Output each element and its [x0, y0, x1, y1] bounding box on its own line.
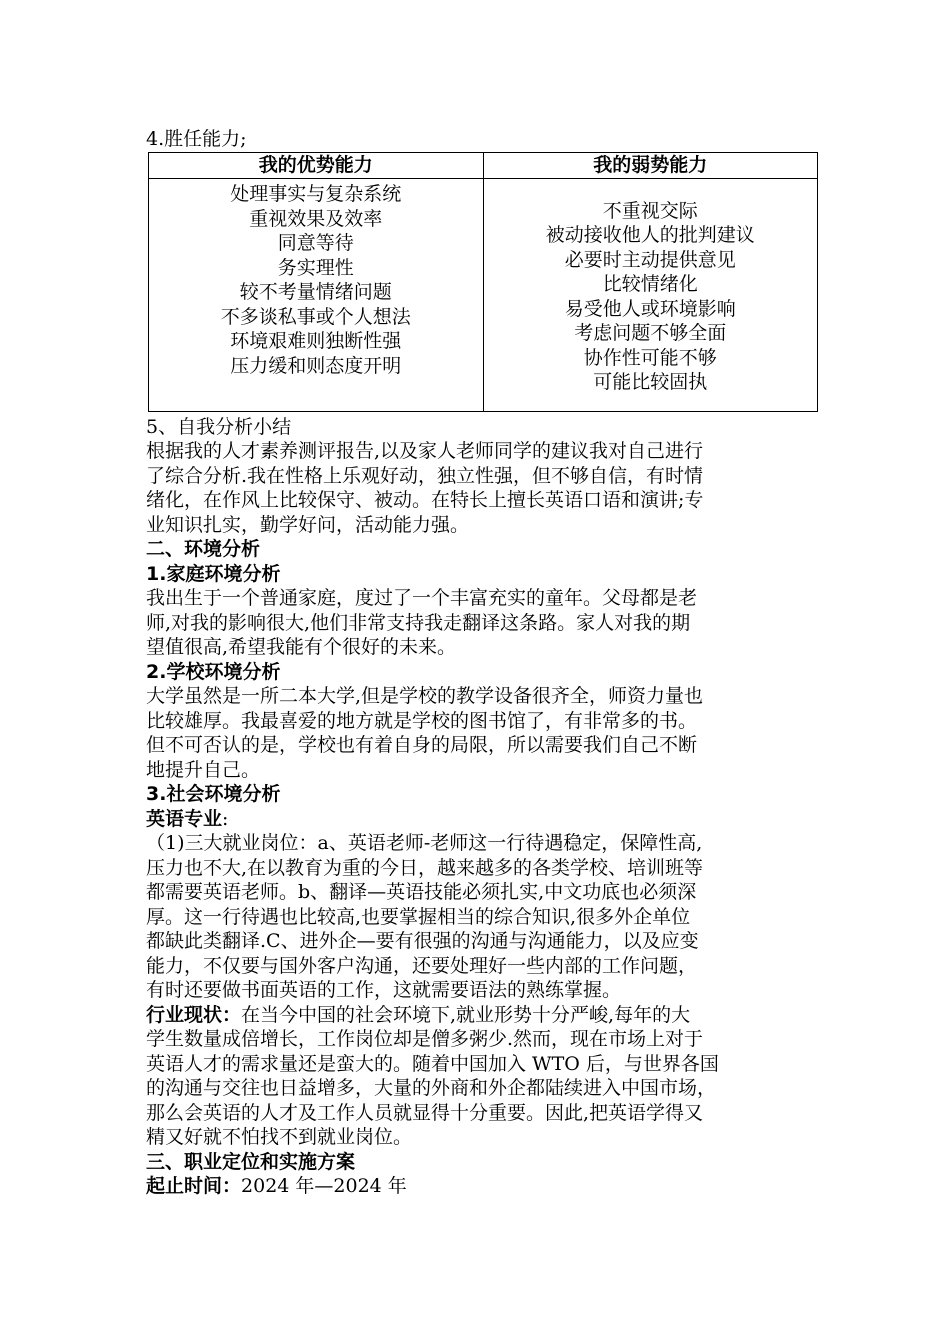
paragraph-line: 有时还要做书面英语的工作，这就需要语法的熟练掌握。	[146, 979, 622, 1001]
strengths-header: 我的优势能力	[149, 152, 484, 178]
weakness-item: 不重视交际	[602, 199, 698, 222]
weakness-item: 易受他人或环境影响	[564, 297, 736, 320]
strength-item: 较不考量情绪问题	[239, 281, 392, 303]
paragraph-line: 业知识扎实，勤学好问，活动能力强。	[146, 513, 470, 536]
industry-first-line	[146, 1003, 818, 1028]
paragraph-line: 大学虽然是一所二本大学,但是学校的教学设备很齐全，师资力量也	[146, 685, 704, 707]
paragraph-line: 但不可否认的是，学校也有着自身的局限，所以需要我们自己不断	[146, 734, 698, 756]
weakness-item: 考虑问题不够全面	[574, 322, 727, 344]
strength-item: 不多谈私事或个人想法	[220, 305, 411, 328]
industry-paragraph	[146, 1027, 818, 1150]
weaknesses-header: 我的弱势能力	[483, 152, 818, 178]
major-label: 英语专业	[146, 807, 223, 830]
industry-first-text: 在当今中国的社会环境下,就业形势十分严峻,每年的大	[241, 1003, 691, 1026]
section5-paragraph	[146, 439, 818, 537]
weakness-item: 比较情绪化	[602, 273, 698, 295]
family-title: 1.家庭环境分析	[146, 562, 281, 585]
paragraph-line: 那么会英语的人才及工作人员就显得十分重要。因此,把英语学得又	[146, 1101, 704, 1124]
period-line	[146, 1174, 818, 1199]
industry-label: 行业现状：	[146, 1003, 242, 1026]
paragraph-line: 比较雄厚。我最喜爱的地方就是学校的图书馆了，有非常多的书。	[146, 709, 698, 732]
part3-title: 三、职业定位和实施方案	[146, 1150, 356, 1173]
weakness-item: 协作性可能不够	[583, 346, 717, 369]
major-heading	[146, 807, 818, 832]
strength-item: 环境艰难则独断性强	[230, 330, 402, 352]
paragraph-line: 都需要英语老师。b、翻译—英语技能必须扎实,中文功底也必须深	[146, 881, 697, 903]
paragraph-line: 望值很高,希望我能有个很好的未来。	[146, 636, 457, 658]
period-label: 起止时间：	[146, 1175, 242, 1197]
ability-table	[148, 152, 818, 412]
paragraph-line: 压力也不大,在以教育为重的今日，越来越多的各类学校、培训班等	[146, 856, 704, 879]
weaknesses-list	[484, 177, 818, 413]
section4-title: 4.胜任能力;	[146, 128, 247, 150]
weakness-item: 被动接收他人的批判建议	[545, 224, 755, 246]
strengths-cell	[149, 178, 484, 411]
weaknesses-cell	[483, 178, 818, 411]
document-body	[146, 127, 818, 1199]
paragraph-line: 根据我的人才素养测评报告,以及家人老师同学的建议我对自己进行	[146, 440, 704, 462]
paragraph-line: 英语人才的需求量还是蛮大的。随着中国加入 WTO 后，与世界各国	[146, 1052, 719, 1075]
paragraph-line: 学生数量成倍增长，工作岗位却是僧多粥少.然而，现在市场上对于	[146, 1028, 704, 1050]
weakness-item: 必要时主动提供意见	[564, 248, 736, 271]
paragraph-line: 精又好就不怕找不到就业岗位。	[146, 1126, 413, 1148]
part2-title: 二、环境分析	[146, 538, 261, 560]
school-paragraph	[146, 684, 818, 782]
major-suffix: :	[222, 807, 229, 830]
strength-item: 处理事实与复杂系统	[230, 183, 402, 205]
paragraph-line: 绪化，在作风上比较保守、被动。在特长上擅长英语口语和演讲;专	[146, 489, 704, 511]
paragraph-line: 我出生于一个普通家庭，度过了一个丰富充实的童年。父母都是老	[146, 587, 698, 609]
paragraph-line: 地提升自己。	[146, 758, 261, 781]
period-value: 2024 年—2024 年	[241, 1175, 407, 1197]
paragraph-line: 的沟通与交往也日益增多，大量的外商和外企都陆续进入中国市场，	[146, 1077, 717, 1099]
strength-item: 务实理性	[277, 256, 354, 279]
major-paragraph	[146, 831, 818, 1003]
section5-title: 5、自我分析小结	[146, 415, 292, 438]
school-title: 2.学校环境分析	[146, 660, 281, 683]
paragraph-line: 了综合分析.我在性格上乐观好动，独立性强，但不够自信，有时情	[146, 464, 704, 487]
strength-item: 同意等待	[277, 232, 354, 254]
strengths-list	[149, 175, 483, 414]
paragraph-line: （1)三大就业岗位：a、英语老师-老师这一行待遇稳定，保障性高,	[146, 832, 703, 854]
society-title: 3.社会环境分析	[146, 783, 281, 805]
strength-item: 压力缓和则态度开明	[230, 354, 402, 377]
paragraph-line: 师,对我的影响很大,他们非常支持我走翻译这条路。家人对我的期	[146, 611, 691, 634]
paragraph-line: 都缺此类翻译.C、进外企—要有很强的沟通与沟通能力，以及应变	[146, 930, 699, 952]
weakness-item: 可能比较固执	[593, 371, 708, 393]
family-paragraph	[146, 586, 818, 660]
strength-item: 重视效果及效率	[249, 207, 383, 230]
paragraph-line: 厚。这一行待遇也比较高,也要掌握相当的综合知识,很多外企单位	[146, 905, 691, 928]
paragraph-line: 能力，不仅要与国外客户沟通，还要处理好一些内部的工作问题，	[146, 954, 698, 977]
